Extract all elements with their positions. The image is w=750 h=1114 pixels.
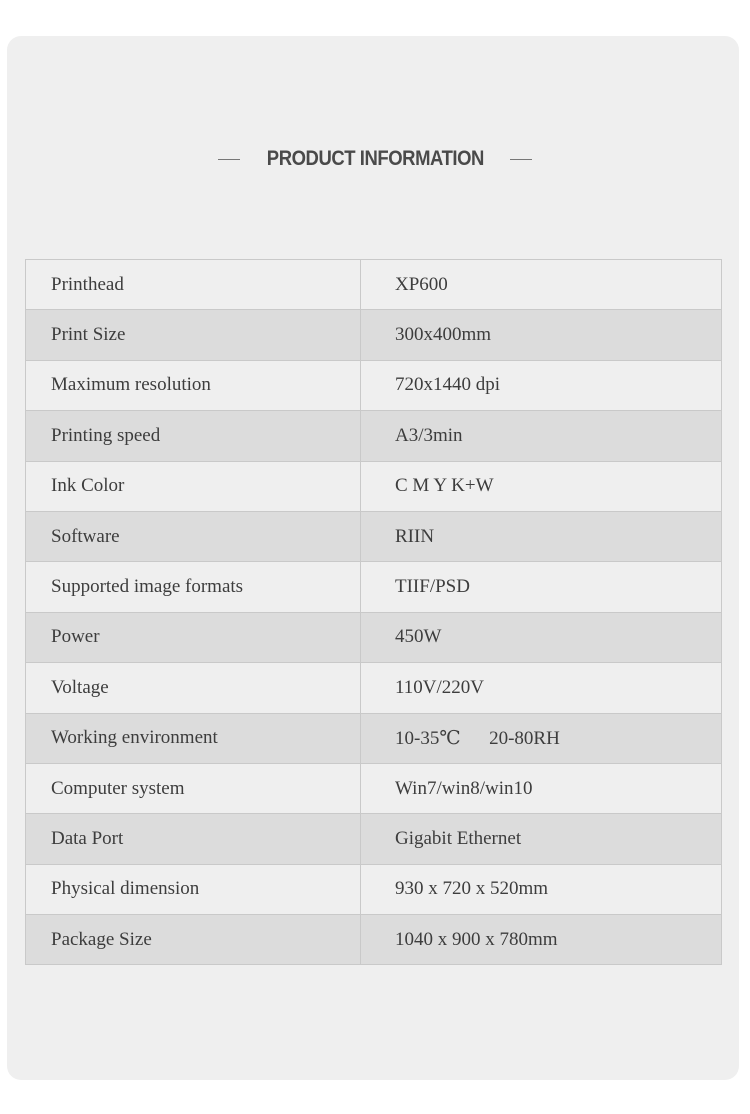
spec-label: Computer system (26, 763, 361, 813)
spec-row-software (26, 511, 722, 561)
spec-row-printhead (26, 260, 722, 310)
spec-label: Voltage (26, 663, 361, 713)
spec-row-print-size (26, 310, 722, 360)
section-heading (0, 147, 750, 171)
spec-row-data-port (26, 814, 722, 864)
spec-value: XP600 (361, 260, 722, 310)
spec-row-package-size (26, 915, 722, 965)
spec-value: RIIN (361, 511, 722, 561)
spec-value: 10-35℃ 20-80RH (361, 713, 722, 763)
spec-row-computer-system (26, 763, 722, 813)
section-title: PRODUCT INFORMATION (266, 147, 484, 170)
spec-label: Print Size (26, 310, 361, 360)
spec-value: C M Y K+W (361, 461, 722, 511)
spec-value: A3/3min (361, 411, 722, 461)
spec-label: Maximum resolution (26, 360, 361, 410)
spec-value: 1040 x 900 x 780mm (361, 915, 722, 965)
spec-label: Software (26, 511, 361, 561)
spec-value: TIIF/PSD (361, 562, 722, 612)
spec-row-ink-color (26, 461, 722, 511)
spec-row-voltage (26, 663, 722, 713)
spec-label: Printing speed (26, 411, 361, 461)
spec-value: 930 x 720 x 520mm (361, 864, 722, 914)
spec-row-power (26, 612, 722, 662)
spec-row-supported-image-formats (26, 562, 722, 612)
spec-label: Printhead (26, 260, 361, 310)
spec-label: Ink Color (26, 461, 361, 511)
heading-right-rule (510, 159, 532, 160)
spec-table (25, 259, 722, 965)
spec-row-working-environment (26, 713, 722, 763)
spec-label: Physical dimension (26, 864, 361, 914)
spec-value: 450W (361, 612, 722, 662)
spec-label: Package Size (26, 915, 361, 965)
spec-row-physical-dimension (26, 864, 722, 914)
spec-value: 720x1440 dpi (361, 360, 722, 410)
spec-value: 300x400mm (361, 310, 722, 360)
spec-label: Power (26, 612, 361, 662)
spec-value: Gigabit Ethernet (361, 814, 722, 864)
spec-value: Win7/win8/win10 (361, 763, 722, 813)
spec-label: Supported image formats (26, 562, 361, 612)
spec-value: 110V/220V (361, 663, 722, 713)
spec-label: Data Port (26, 814, 361, 864)
spec-row-printing-speed (26, 411, 722, 461)
spec-row-maximum-resolution (26, 360, 722, 410)
spec-label: Working environment (26, 713, 361, 763)
heading-left-rule (218, 159, 240, 160)
